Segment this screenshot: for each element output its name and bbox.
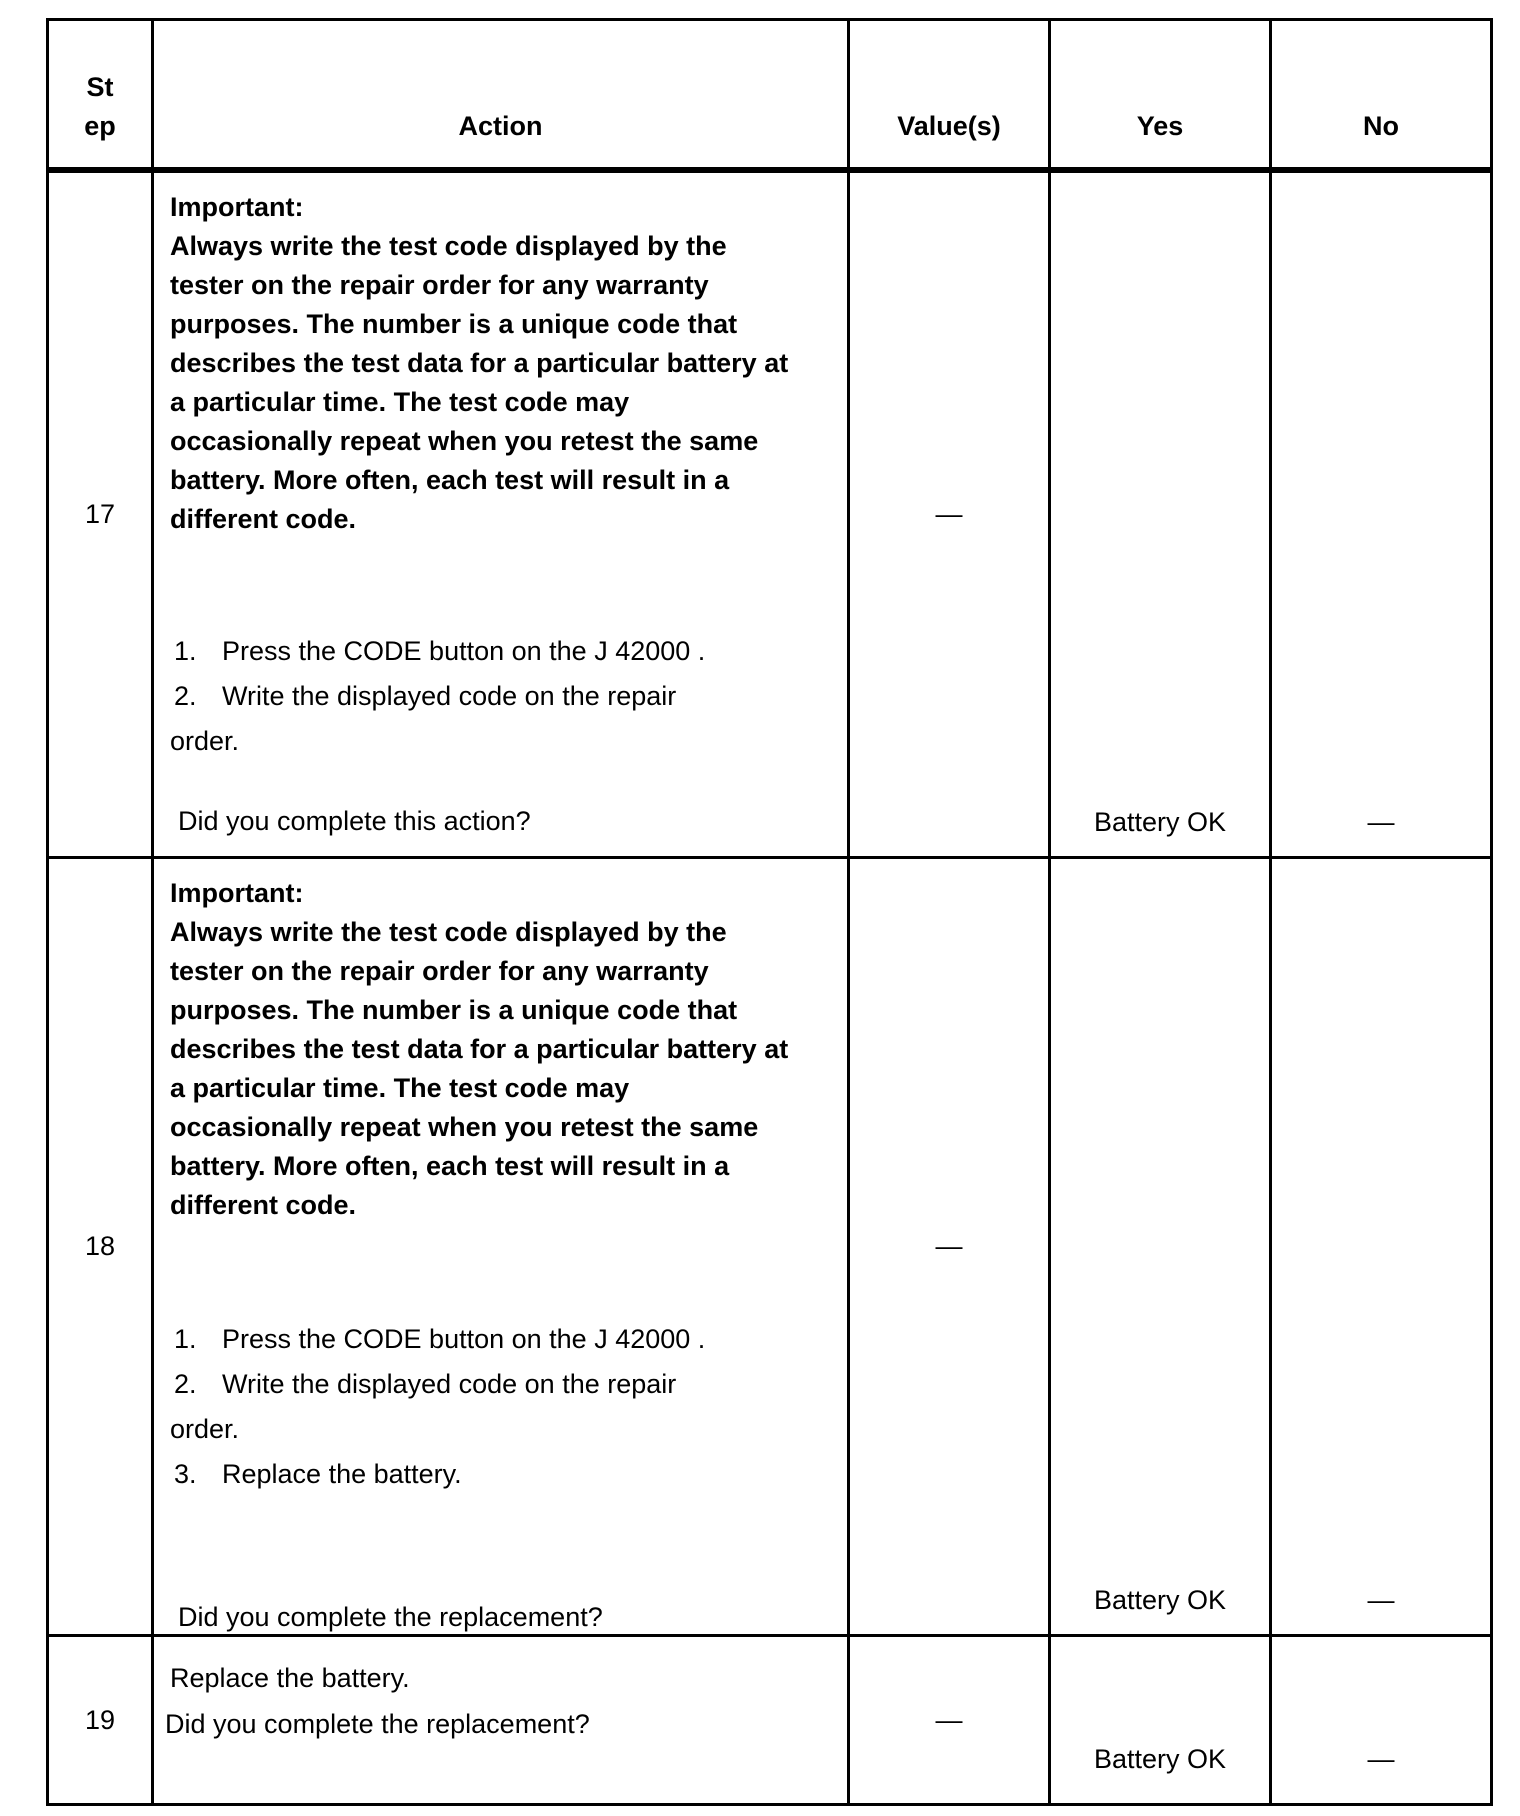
list-item: 1. Press the CODE button on the J 42000 . [174,1324,706,1354]
no-result: — [1271,170,1492,858]
yes-result: Battery OK [1050,170,1271,858]
no-result: — [1271,1636,1492,1805]
step-number: 17 [48,170,153,858]
action-cell [153,1636,849,1805]
question-text: Did you complete this action? [178,805,531,836]
step-list [170,629,710,764]
question-text: Did you complete the replacement? [165,1709,590,1739]
table-row [48,858,1492,1636]
value-cell: — [849,858,1050,1636]
header-yes: Yes [1050,20,1271,170]
list-item: 2. Write the displayed code on the repair order. [170,1369,677,1444]
value-cell: — [849,1636,1050,1805]
table-row [48,170,1492,858]
important-text: Always write the test code displayed by the tester on the repair order for any warranty purposes. The number is a unique code that describes the test data for a particular battery at a particular time. The test code may occasionally repeat when you retest the same battery. More often, each test will result in a different code. [170,230,789,534]
action-cell [153,858,849,1636]
yes-result: Battery OK [1050,1636,1271,1805]
step-list [170,1317,710,1497]
value-cell: — [849,170,1050,858]
header-no: No [1271,20,1492,170]
header-action: Action [153,20,849,170]
action-line: Replace the battery. [170,1663,410,1693]
step-number: 19 [48,1636,153,1805]
header-step: St ep [48,20,153,170]
yes-result: Battery OK [1050,858,1271,1636]
important-text: Always write the test code displayed by the tester on the repair order for any warranty purposes. The number is a unique code that describes the test data for a particular battery at a particular time. The test code may occasionally repeat when you retest the same battery. More often, each test will result in a different code. [170,917,789,1220]
step-number: 18 [48,858,153,1636]
list-item: 3. Replace the battery. [174,1459,462,1489]
important-label: Important: [170,878,304,908]
list-item: 1. Press the CODE button on the J 42000 . [174,635,706,666]
action-cell [153,170,849,858]
important-label: Important: [170,191,304,222]
no-result: — [1271,858,1492,1636]
diagnostic-table [46,18,1493,1806]
question-text: Did you complete the replacement? [178,1602,603,1632]
list-item: 2. Write the displayed code on the repair order. [170,680,677,756]
header-row [48,20,1492,170]
header-values: Value(s) [849,20,1050,170]
table-row [48,1636,1492,1805]
